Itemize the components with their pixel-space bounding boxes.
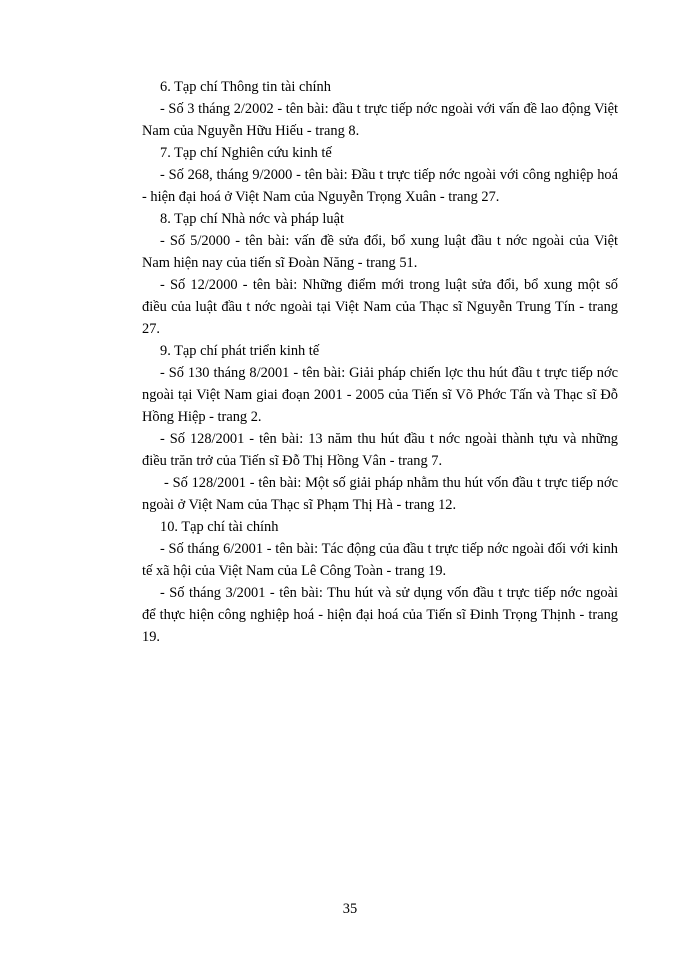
reference-entry: - Số 12/2000 - tên bài: Những điểm mới trong luật sửa đổi, bổ xung một số điều của luật đầu t nớc ngoài tại Việt Nam của Thạc sĩ Nguyễn Trung Tín - trang 27. — [142, 277, 618, 337]
section-heading: 9. Tạp chí phát triển kinh tế — [160, 343, 320, 359]
reference-entry: - Số 130 tháng 8/2001 - tên bài: Giải pháp chiến lợc thu hút đầu t trực tiếp nớc ngoài tại Việt Nam giai đoạn 2001 - 2005 của Tiến sĩ Võ Phớc Tấn và Thạc sĩ Đỗ Hồng Hiệp - trang 2. — [142, 365, 618, 425]
reference-entry: - Số 268, tháng 9/2000 - tên bài: Đầu t trực tiếp nớc ngoài với công nghiệp hoá - hiện đại hoá ở Việt Nam của Nguyễn Trọng Xuân - trang 27. — [142, 167, 618, 205]
reference-entry: - Số 5/2000 - tên bài: vấn đề sửa đổi, bổ xung luật đầu t nớc ngoài của Việt Nam hiện nay của tiến sĩ Đoàn Năng - trang 51. — [142, 233, 618, 271]
reference-entry: - Số 128/2001 - tên bài: Một số giải pháp nhằm thu hút vốn đầu t trực tiếp nớc ngoài ở Việt Nam của Thạc sĩ Phạm Thị Hà - trang 12. — [142, 475, 618, 513]
reference-entry: - Số tháng 6/2001 - tên bài: Tác động của đầu t trực tiếp nớc ngoài đối với kinh tế xã hội của Việt Nam của Lê Công Toàn - trang 19. — [142, 541, 618, 579]
reference-list — [142, 76, 618, 648]
section-heading: 6. Tạp chí Thông tin tài chính — [160, 79, 331, 95]
reference-entry: - Số tháng 3/2001 - tên bài: Thu hút và sử dụng vốn đầu t trực tiếp nớc ngoài để thực hiện công nghiệp hoá - hiện đại hoá của Tiến sĩ Đinh Trọng Thịnh - trang 19. — [142, 585, 618, 645]
reference-entry: - Số 128/2001 - tên bài: 13 năm thu hút đầu t nớc ngoài thành tựu và những điều trăn trở của Tiến sĩ Đỗ Thị Hồng Vân - trang 7. — [142, 431, 618, 469]
section-heading: 8. Tạp chí Nhà nớc và pháp luật — [160, 211, 344, 227]
reference-entry: - Số 3 tháng 2/2002 - tên bài: đầu t trực tiếp nớc ngoài với vấn đề lao động Việt Nam của Nguyễn Hữu Hiếu - trang 8. — [142, 101, 618, 139]
section-heading: 7. Tạp chí Nghiên cứu kinh tế — [160, 145, 332, 161]
page-number: 35 — [342, 901, 358, 917]
section-heading: 10. Tạp chí tài chính — [160, 519, 279, 535]
